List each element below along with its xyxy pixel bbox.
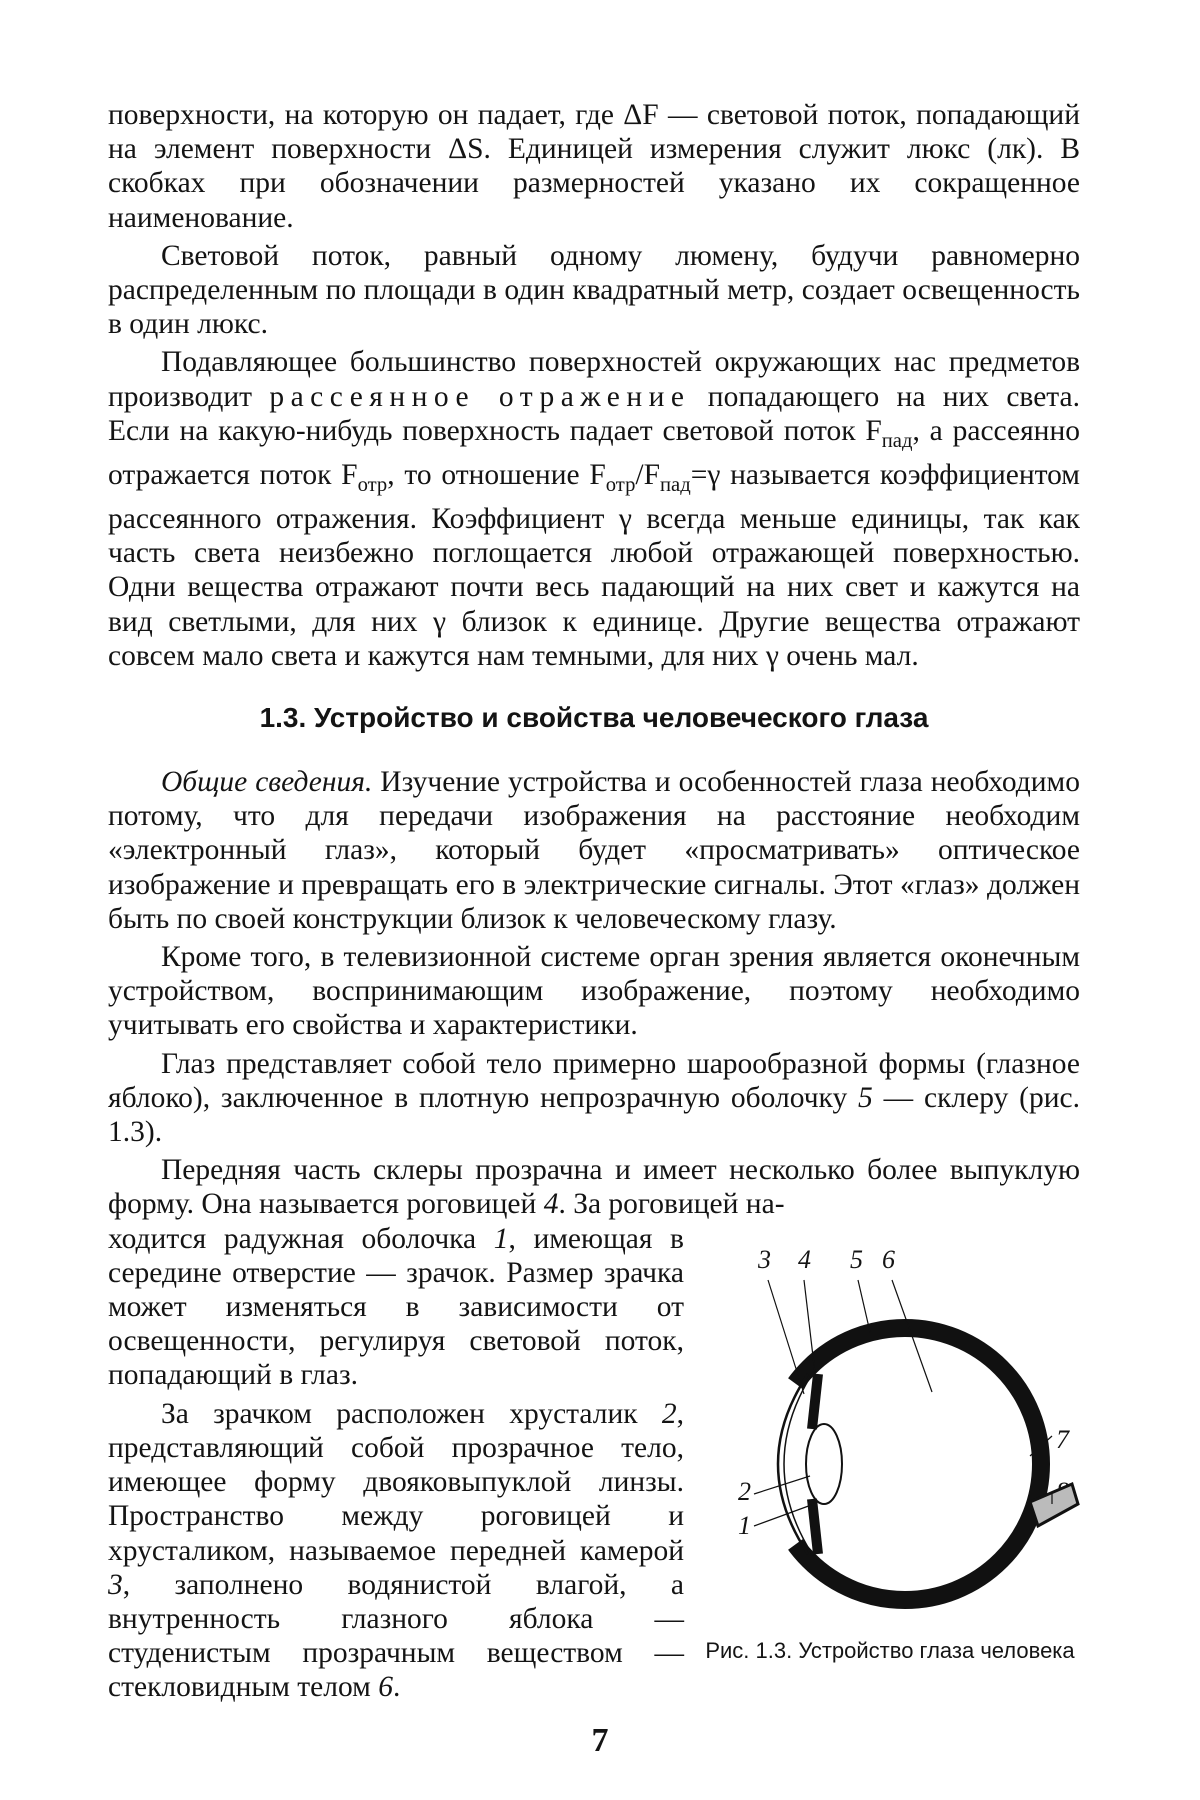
italic-lead: Общие сведения.	[161, 766, 373, 799]
text-run: За зрачком расположен хрусталик	[161, 1397, 662, 1430]
section-heading: 1.3. Устройство и свойства человеческого глаза	[259, 702, 929, 734]
figure-ref: 4	[543, 1188, 559, 1221]
label-1: 1	[738, 1510, 751, 1540]
lens-shape	[806, 1424, 842, 1504]
text-run: Подавляющее большинство поверхностей окружающих нас предметов производит	[108, 346, 1080, 413]
text-run: Глаз представляет собой тело примерно шарообразной формы (глазное яблоко), заключенное в плотную непрозрачную оболочку	[108, 1047, 1080, 1114]
text-run: Изучение устройства и особенностей глаза необходимо потому, что для передачи изображения на расстояние необходим «электронный глаз», который будет «просматривать» оптическое изображение и превращать его в электрические сигналы. Этот «глаз» должен быть по своей конструкции близок к человеческому глазу.	[108, 766, 1080, 935]
figure-ref: 2	[661, 1397, 677, 1430]
paragraph-4	[108, 765, 1080, 936]
text-run: =γ называется коэффициентом рассеянного отражения. Коэффициент γ всегда меньше единицы, так как часть света неизбежно поглощается любой отражающей поверхностью. Одни вещества отражают почти весь падающий на них свет и кажутся на вид светлыми, для них γ близок к единице. Другие вещества отражают совсем мало света и кажутся нам темными, для них γ очень мал.	[108, 458, 1080, 672]
label-5: 5	[850, 1244, 863, 1274]
text-run: /F	[635, 458, 661, 491]
paragraph-7-continued	[108, 1222, 684, 1393]
subscript: пад	[881, 429, 913, 452]
text-run: , представляющий собой прозрачное тело, имеющее форму двояковыпуклой линзы. Пространство между роговицей и хрусталиком, называемое передней камерой	[108, 1397, 684, 1567]
label-6: 6	[882, 1244, 895, 1274]
iris-lower	[812, 1499, 818, 1554]
figure-ref: 1	[493, 1222, 509, 1255]
paragraph-1: поверхности, на которую он падает, где ΔF — световой поток, попадающий на элемент поверхности ΔS. Единицей измерения служит люкс (лк). В скобках при обозначении размерностей указано их сокращенное наименование.	[108, 99, 1080, 234]
figure-wrap-area	[108, 1222, 1080, 1705]
page-number: 7	[591, 1722, 609, 1759]
label-7: 7	[1056, 1424, 1069, 1454]
leader-3	[768, 1280, 804, 1394]
text-run: Передняя часть склеры прозрачна и имеет несколько более выпуклую форму. Она называется роговицей	[108, 1154, 1080, 1221]
label-4: 4	[798, 1244, 811, 1274]
spaced-term: рассеянное отражение	[269, 380, 691, 413]
paragraph-7	[108, 1153, 1080, 1221]
subscript: пад	[660, 473, 691, 496]
text-run: , то отношение F	[387, 458, 606, 491]
figure-ref: 5	[858, 1081, 873, 1114]
paragraph-3	[108, 345, 1080, 673]
eye-figure	[700, 1224, 1080, 1665]
wrapped-text-column	[108, 1222, 684, 1705]
paragraph-5: Кроме того, в телевизионной системе орган зрения является оконечным устройством, воспринимающим изображение, поэтому необходимо учитывать его свойства и характеристики.	[108, 941, 1080, 1042]
label-3: 3	[758, 1244, 771, 1274]
figure-caption: Рис. 1.3. Устройство глаза человека	[705, 1637, 1075, 1663]
text-run: , заполнено водянистой влагой, а внутренность глазного яблока — студенистым прозрачным веществом — стекловидным телом	[108, 1568, 684, 1704]
page-content	[108, 98, 1080, 1705]
text-run: , имеющая в середине отверстие — зрачок. Размер зрачка может изменяться в зависимости от освещенности, регулируя световой поток, попадающий в глаз.	[108, 1222, 684, 1392]
text-run: .	[392, 1671, 401, 1704]
iris-upper	[812, 1374, 818, 1429]
figure-ref: 6	[378, 1671, 393, 1704]
subscript: отр	[605, 473, 636, 496]
text-run: попадающего на них света. Если на какую-нибудь поверхность падает световой поток F	[108, 380, 1081, 447]
text-run: , а рассеянно отражается поток F	[108, 414, 1080, 491]
cornea-gap	[770, 1384, 796, 1544]
figure-ref: 3	[108, 1568, 123, 1601]
sclera-shape	[769, 1328, 1041, 1600]
text-run: — склеру (рис. 1.3).	[108, 1081, 1080, 1149]
leader-5	[858, 1280, 870, 1332]
subscript: отр	[357, 473, 388, 496]
eye-diagram	[700, 1224, 1080, 1624]
paragraph-8	[108, 1397, 684, 1705]
text-run: ходится радужная оболочка	[108, 1222, 494, 1255]
text-run: . За роговицей на-	[558, 1188, 785, 1221]
paragraph-6	[108, 1047, 1080, 1150]
paragraph-2: Световой поток, равный одному люмену, будучи равномерно распределенным по площади в один квадратный метр, создает освещенность в один люкс.	[108, 239, 1080, 341]
label-2: 2	[738, 1476, 751, 1506]
